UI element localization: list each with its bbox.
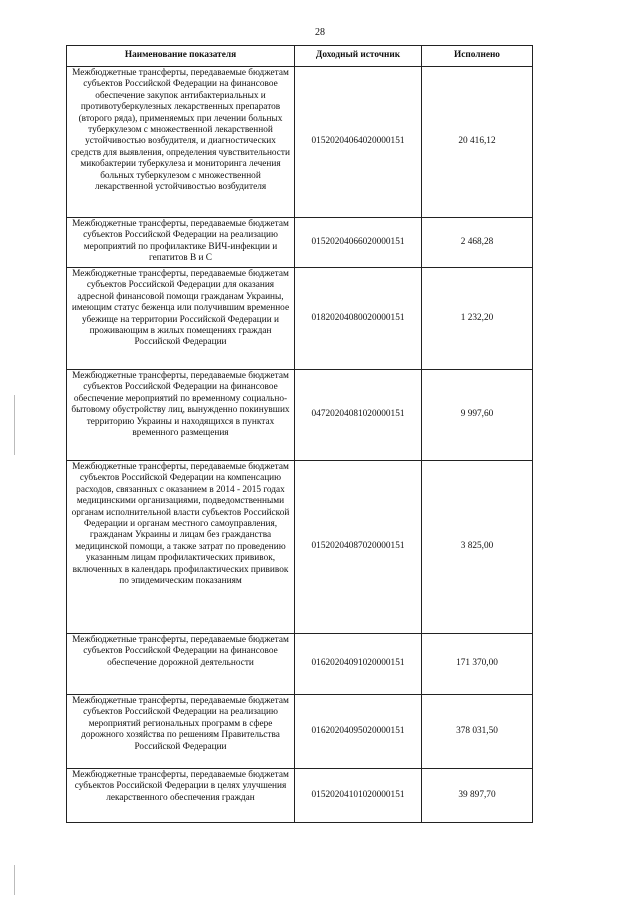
row-source: 01620204095020000151 xyxy=(295,695,422,769)
row-name: Межбюджетные трансферты, передаваемые бюджетам субъектов Российской Федерации на финансовое обеспечение дорожной деятельности xyxy=(67,634,295,695)
table-row xyxy=(67,461,533,634)
column-header-done: Исполнено xyxy=(422,46,533,67)
scan-margin-mark xyxy=(14,865,15,895)
report-table xyxy=(66,45,533,823)
row-done: 1 232,20 xyxy=(422,268,533,370)
row-source: 04720204081020000151 xyxy=(295,370,422,461)
row-name: Межбюджетные трансферты, передаваемые бюджетам субъектов Российской Федерации на реализацию мероприятий по профилактике ВИЧ-инфекции и гепатитов В и С xyxy=(67,218,295,268)
row-source: 01520204066020000151 xyxy=(295,218,422,268)
row-done: 20 416,12 xyxy=(422,67,533,218)
column-header-name: Наименование показателя xyxy=(67,46,295,67)
row-source: 01520204064020000151 xyxy=(295,67,422,218)
row-done: 2 468,28 xyxy=(422,218,533,268)
row-name: Межбюджетные трансферты, передаваемые бюджетам субъектов Российской Федерации на реализацию мероприятий региональных программ в сфере дорожного хозяйства по решениям Правительства Российской Федерации xyxy=(67,695,295,769)
row-source: 01620204091020000151 xyxy=(295,634,422,695)
table-header-row xyxy=(67,46,533,67)
row-name: Межбюджетные трансферты, передаваемые бюджетам субъектов Российской Федерации в целях улучшения лекарственного обеспечения граждан xyxy=(67,769,295,823)
row-done: 3 825,00 xyxy=(422,461,533,634)
table-row xyxy=(67,370,533,461)
row-done: 9 997,60 xyxy=(422,370,533,461)
row-source: 01520204101020000151 xyxy=(295,769,422,823)
column-header-source: Доходный источник xyxy=(295,46,422,67)
page-number: 28 xyxy=(315,27,325,38)
table-row xyxy=(67,218,533,268)
table-row xyxy=(67,67,533,218)
row-source: 01820204080020000151 xyxy=(295,268,422,370)
row-name: Межбюджетные трансферты, передаваемые бюджетам субъектов Российской Федерации на финансовое обеспечение закупок антибактериальных и противотуберкулезных лекарственных препаратов (второго ряда), применяемых при лечении больных туберкулезом с множественной лекарственной устойчивостью возбудителя, и диагностических средств для выявления, определения чувствительности микобактерии туберкулеза и мониторинга лечения больных туберкулезом с множественной лекарственной устойчивостью возбудителя xyxy=(67,67,295,218)
table-row xyxy=(67,268,533,370)
row-name: Межбюджетные трансферты, передаваемые бюджетам субъектов Российской Федерации для оказания адресной финансовой помощи гражданам Украины, имеющим статус беженца или получившим временное убежище на территории Российской Федерации и проживающим в жилых помещениях граждан Российской Федерации xyxy=(67,268,295,370)
row-done: 171 370,00 xyxy=(422,634,533,695)
row-done: 378 031,50 xyxy=(422,695,533,769)
row-source: 01520204087020000151 xyxy=(295,461,422,634)
row-name: Межбюджетные трансферты, передаваемые бюджетам субъектов Российской Федерации на финансовое обеспечение мероприятий по временному социально-бытовому обустройству лиц, вынужденно покинувших территорию Украины и находящихся в пунктах временного размещения xyxy=(67,370,295,461)
scan-margin-mark xyxy=(14,395,15,455)
table-row xyxy=(67,769,533,823)
table-row xyxy=(67,695,533,769)
row-done: 39 897,70 xyxy=(422,769,533,823)
table-row xyxy=(67,634,533,695)
row-name: Межбюджетные трансферты, передаваемые бюджетам субъектов Российской Федерации на компенсацию расходов, связанных с оказанием в 2014 - 2015 годах медицинскими организациями, подведомственными органам исполнительной власти субъектов Российской Федерации и органам местного самоуправления, гражданам Украины и лицам без гражданства медицинской помощи, а также затрат по проведению указанным лицам профилактических прививок, включенных в календарь профилактических прививок по эпидемическим показаниям xyxy=(67,461,295,634)
